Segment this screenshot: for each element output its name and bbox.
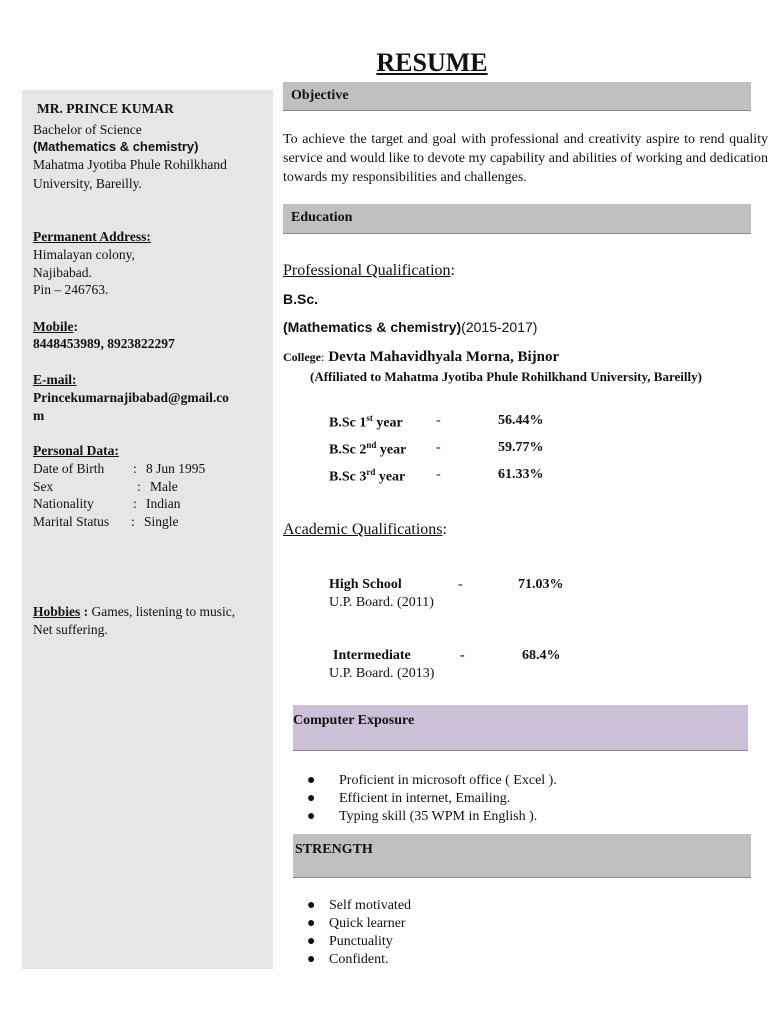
address-line1: Himalayan colony, xyxy=(33,247,135,262)
strength-item xyxy=(307,952,389,968)
strength-item xyxy=(307,898,411,914)
objective-heading: Objective xyxy=(291,88,349,103)
academic-board: U.P. Board. (2013) xyxy=(329,666,435,681)
result-row xyxy=(329,467,405,486)
bullet-icon: ● xyxy=(307,898,316,913)
result-label: B.Sc 2 xyxy=(329,442,367,458)
result-sup: nd xyxy=(366,440,377,450)
result-suffix: year xyxy=(372,415,403,431)
college-row xyxy=(283,348,559,366)
computer-item-text: Proficient in microsoft office ( Excel ). xyxy=(339,773,557,788)
university-line2: University, Bareilly. xyxy=(33,176,142,191)
computer-item xyxy=(307,773,557,789)
result-sup: st xyxy=(366,413,373,423)
objective-text: To achieve the target and goal with professional and creativity aspire to rend quality service and would like to devote my capability and abilities of working and dedication towards my responsibilities and challenges. xyxy=(283,132,768,185)
academic-qualifications-label: Academic Qualifications xyxy=(283,521,443,538)
bullet-icon: ● xyxy=(307,934,316,949)
result-score: 56.44% xyxy=(498,413,544,428)
academic-qualifications-row xyxy=(283,521,447,539)
strength-item-text: Punctuality xyxy=(329,934,393,949)
bsc-subjects: (Mathematics & chemistry) xyxy=(283,319,462,335)
strength-section-bar xyxy=(293,834,751,878)
hobbies-label: Hobbies xyxy=(33,604,81,619)
professional-qualification-label: Professional Qualification xyxy=(283,262,451,279)
personal-value: Male xyxy=(150,479,178,494)
personal-colon: : xyxy=(133,496,137,511)
objective-section-bar xyxy=(283,82,751,111)
college-label: College xyxy=(283,350,321,364)
page-title: RESUME xyxy=(376,48,488,77)
result-suffix: year xyxy=(375,469,406,485)
personal-key: Sex xyxy=(33,479,54,494)
result-sup: rd xyxy=(366,467,376,477)
strength-item-text: Confident. xyxy=(329,952,389,967)
strength-item-text: Quick learner xyxy=(329,916,406,931)
mobile-label: Mobile xyxy=(33,319,74,334)
personal-value: 8 Jun 1995 xyxy=(146,461,206,476)
college-affiliation: (Affiliated to Mahatma Jyotiba Phule Rohilkhand University, Bareilly) xyxy=(310,369,702,384)
bullet-icon: ● xyxy=(307,791,316,806)
personal-row-sex xyxy=(33,478,263,495)
bullet-icon: ● xyxy=(307,952,316,967)
result-row xyxy=(329,440,406,459)
bsc-subjects-row xyxy=(283,319,537,335)
mobile-value: 8448453989, 8923822297 xyxy=(33,336,175,351)
strength-item xyxy=(307,934,393,950)
result-row xyxy=(329,413,403,432)
email-label: E-mail: xyxy=(33,372,77,387)
degree-text: Bachelor of Science xyxy=(33,122,142,137)
college-colon: : xyxy=(321,350,325,364)
hobbies-line1 xyxy=(33,603,235,620)
college-name: Devta Mahavidhyala Morna, Bijnor xyxy=(328,349,560,365)
bsc-degree: B.Sc. xyxy=(283,291,319,307)
address-line3: Pin – 246763. xyxy=(33,282,109,297)
academic-name: Intermediate xyxy=(333,648,411,663)
result-dash: - xyxy=(436,413,441,428)
mobile-label-row xyxy=(33,318,78,335)
personal-colon: : xyxy=(133,461,137,476)
education-section-bar xyxy=(283,204,751,234)
bullet-icon: ● xyxy=(307,916,316,931)
result-score: 61.33% xyxy=(498,467,544,482)
university-line1: Mahatma Jyotiba Phule Rohilkhand xyxy=(33,157,227,172)
personal-colon: : xyxy=(131,514,135,529)
hobbies-colon: : xyxy=(83,604,89,619)
result-label: B.Sc 3 xyxy=(329,469,367,485)
academic-score: 71.03% xyxy=(518,577,564,592)
mobile-colon: : xyxy=(73,319,78,334)
personal-row-marital xyxy=(33,513,263,530)
education-heading: Education xyxy=(291,210,353,225)
computer-item-text: Efficient in internet, Emailing. xyxy=(339,791,511,806)
personal-label: Personal Data: xyxy=(33,443,119,458)
computer-item xyxy=(307,809,537,825)
academic-board: U.P. Board. (2011) xyxy=(329,595,434,610)
personal-colon: : xyxy=(137,479,141,494)
subjects-text: (Mathematics & chemistry) xyxy=(33,139,199,154)
personal-key: Nationality xyxy=(33,496,94,511)
bsc-years: (2015-2017) xyxy=(461,319,538,335)
personal-value: Single xyxy=(144,514,179,529)
result-dash: - xyxy=(436,467,441,482)
academic-score: 68.4% xyxy=(522,648,561,663)
strength-heading: STRENGTH xyxy=(295,842,373,857)
personal-value: Indian xyxy=(146,496,181,511)
strength-item-text: Self motivated xyxy=(329,898,412,913)
computer-exposure-section-bar xyxy=(293,705,748,751)
professional-qualification-row xyxy=(283,262,455,280)
hobbies-text: Games, listening to music, xyxy=(91,604,236,619)
address-line2: Najibabad. xyxy=(33,265,92,280)
personal-row-dob xyxy=(33,460,263,477)
result-suffix: year xyxy=(376,442,407,458)
professional-qualification-colon: : xyxy=(450,262,455,279)
academic-name: High School xyxy=(329,577,402,592)
computer-item-text: Typing skill (35 WPM in English ). xyxy=(339,809,538,824)
result-score: 59.77% xyxy=(498,440,544,455)
computer-exposure-heading: Computer Exposure xyxy=(293,713,415,728)
bullet-icon: ● xyxy=(307,773,316,788)
strength-item xyxy=(307,916,406,932)
email-line2[interactable]: m xyxy=(33,408,45,423)
personal-key: Date of Birth xyxy=(33,461,105,476)
academic-dash: - xyxy=(460,648,465,663)
bullet-icon: ● xyxy=(307,809,316,824)
personal-key: Marital Status xyxy=(33,514,110,529)
result-dash: - xyxy=(436,440,441,455)
result-label: B.Sc 1 xyxy=(329,415,367,431)
academic-dash: - xyxy=(458,577,463,592)
academic-qualifications-colon: : xyxy=(442,521,447,538)
email-line1[interactable]: Princekumarnajibabad@gmail.co xyxy=(33,390,229,405)
address-label: Permanent Address: xyxy=(33,229,151,244)
personal-row-nationality xyxy=(33,495,263,512)
hobbies-line2: Net suffering. xyxy=(33,622,108,637)
candidate-name: MR. PRINCE KUMAR xyxy=(37,101,174,116)
computer-item xyxy=(307,791,510,807)
